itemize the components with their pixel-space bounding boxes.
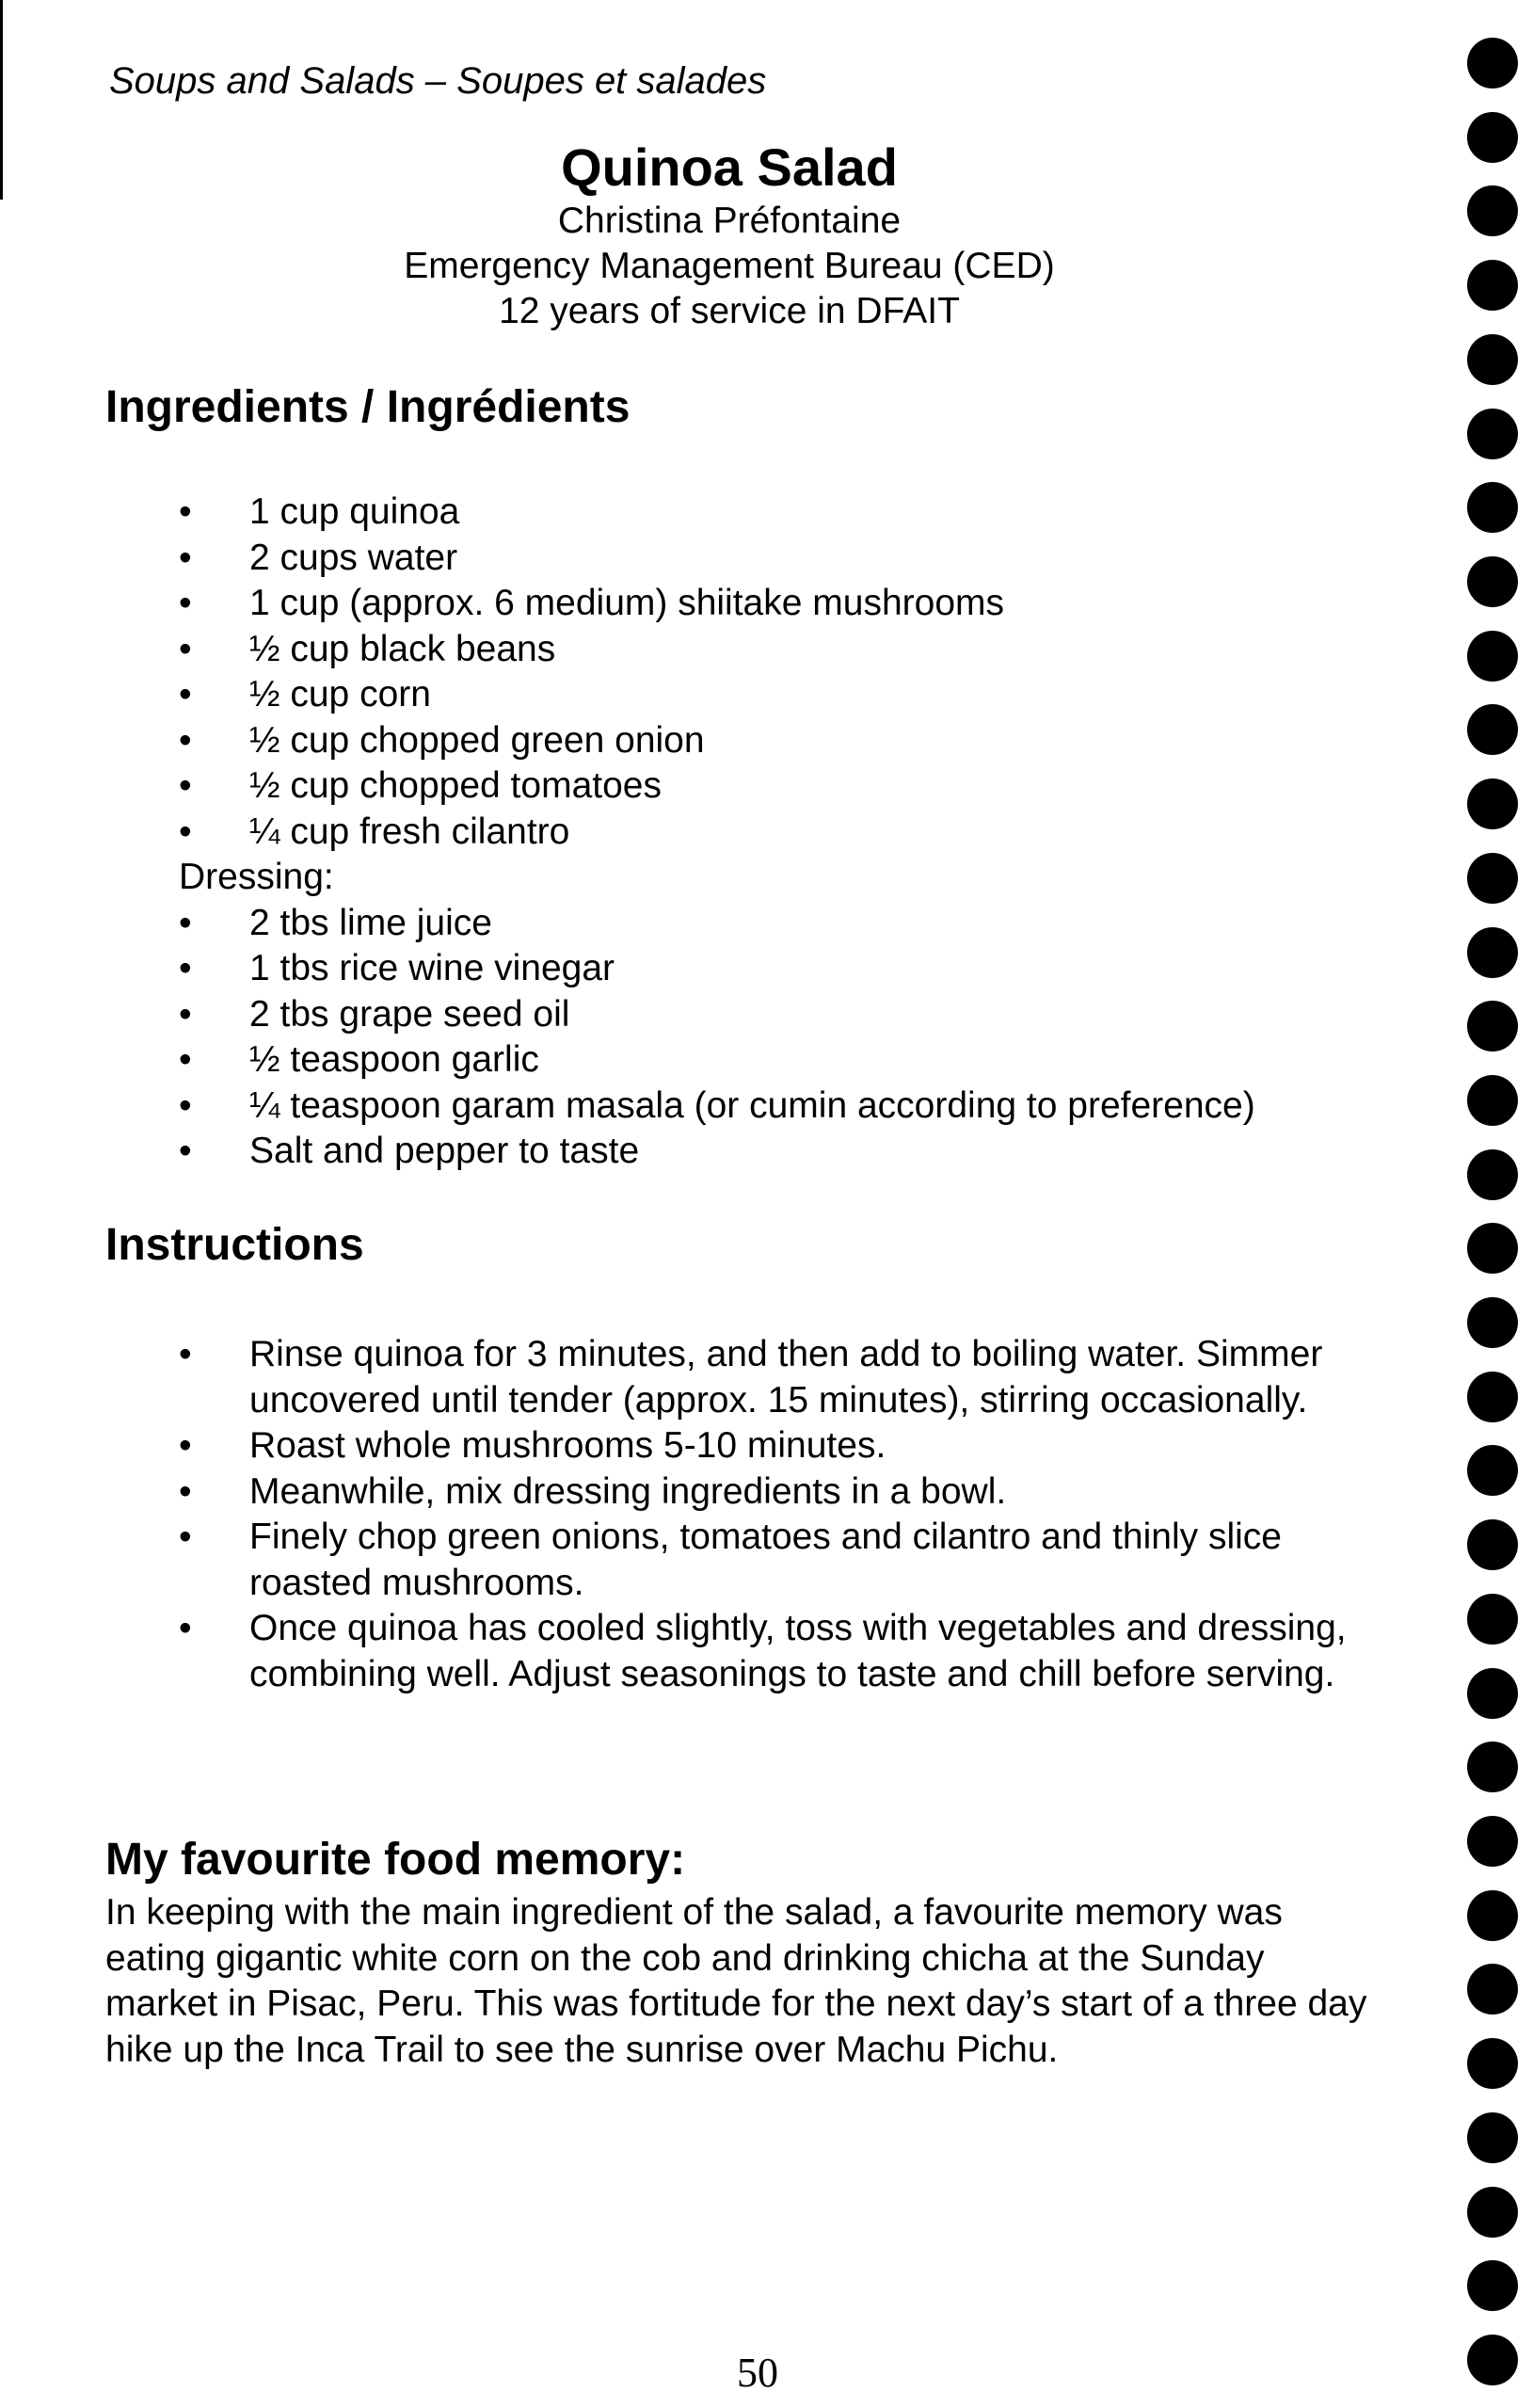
dressing-label: Dressing: xyxy=(179,857,334,897)
memory-heading: My favourite food memory: xyxy=(105,1835,686,1885)
ingredient-item: • ½ cup black beans xyxy=(179,627,1402,673)
dressing-item: • 2 tbs grape seed oil xyxy=(179,992,1402,1038)
binding-hole xyxy=(1467,260,1518,311)
author-name: Christina Préfontaine xyxy=(557,201,902,242)
dressing-item: • ¼ teaspoon garam masala (or cumin according to preference) xyxy=(179,1084,1402,1130)
binding-hole xyxy=(1467,1001,1518,1051)
binding-hole xyxy=(1467,779,1518,829)
binding-hole xyxy=(1467,853,1518,904)
page-number: 50 xyxy=(737,2350,778,2396)
instruction-list xyxy=(179,1332,1355,1697)
ingredient-item: • 1 cup quinoa xyxy=(179,490,1402,536)
binding-hole xyxy=(1467,1742,1518,1792)
section-header: Soups and Salads – Soupes et salades xyxy=(109,60,767,102)
ingredient-item: • ½ cup chopped tomatoes xyxy=(179,763,1402,810)
binding-hole xyxy=(1467,112,1518,163)
binding-hole xyxy=(1467,409,1518,459)
ingredients-section xyxy=(179,490,1402,1175)
instruction-step: • Roast whole mushrooms 5-10 minutes. xyxy=(179,1423,1355,1469)
binding-hole xyxy=(1467,334,1518,385)
spiral-binding xyxy=(1467,38,1520,2382)
binding-hole xyxy=(1467,704,1518,755)
author-service: 12 years of service in DFAIT xyxy=(499,291,960,332)
instructions-section xyxy=(179,1332,1355,1697)
dressing-list xyxy=(179,901,1402,1175)
ingredient-item: • 1 cup (approx. 6 medium) shiitake mushrooms xyxy=(179,581,1402,627)
binding-hole xyxy=(1467,1149,1518,1200)
ingredient-item: • ¼ cup fresh cilantro xyxy=(179,810,1402,856)
binding-hole xyxy=(1467,1890,1518,1941)
binding-hole xyxy=(1467,631,1518,682)
ingredient-item: • ½ cup chopped green onion xyxy=(179,718,1402,764)
binding-hole xyxy=(1467,2112,1518,2163)
binding-hole xyxy=(1467,1594,1518,1645)
binding-hole xyxy=(1467,2335,1518,2385)
binding-hole xyxy=(1467,927,1518,978)
ingredient-item: • 2 cups water xyxy=(179,536,1402,582)
binding-hole xyxy=(1467,1075,1518,1126)
instruction-step: • Meanwhile, mix dressing ingredients in a bowl. xyxy=(179,1469,1355,1516)
page-edge-line xyxy=(0,0,3,200)
instruction-step: • Finely chop green onions, tomatoes and cilantro and thinly slice roasted mushrooms. xyxy=(179,1515,1355,1606)
binding-hole xyxy=(1467,185,1518,236)
instructions-heading: Instructions xyxy=(105,1220,364,1270)
binding-hole xyxy=(1467,2260,1518,2311)
binding-hole xyxy=(1467,1223,1518,1274)
binding-hole xyxy=(1467,1445,1518,1496)
instruction-step: • Once quinoa has cooled slightly, toss with vegetables and dressing, combining well. Adjust seasonings to taste and chill before serving. xyxy=(179,1606,1355,1697)
binding-hole xyxy=(1467,1372,1518,1422)
binding-hole xyxy=(1467,2187,1518,2238)
binding-hole xyxy=(1467,482,1518,533)
ingredient-item: • ½ cup corn xyxy=(179,672,1402,718)
recipe-title: Quinoa Salad xyxy=(561,137,898,197)
memory-text: In keeping with the main ingredient of the salad, a favourite memory was eating gigantic white corn on the cob and drinking chicha at the Sunday market in Pisac, Peru. This was fortitude for the next day’s start of a three day hike up the Inca Trail to see the sunrise over Machu Pichu. xyxy=(105,1892,1367,2070)
dressing-item: • 2 tbs lime juice xyxy=(179,901,1402,947)
binding-hole xyxy=(1467,2038,1518,2089)
recipe-title-block xyxy=(141,136,1317,334)
author-department: Emergency Management Bureau (CED) xyxy=(404,246,1055,287)
dressing-item: • ½ teaspoon garlic xyxy=(179,1037,1402,1084)
instruction-step: • Rinse quinoa for 3 minutes, and then add to boiling water. Simmer uncovered until tender (approx. 15 minutes), stirring occasionally. xyxy=(179,1332,1355,1423)
dressing-item: • Salt and pepper to taste xyxy=(179,1129,1402,1175)
ingredient-list xyxy=(179,490,1402,855)
ingredients-heading: Ingredients / Ingrédients xyxy=(105,382,631,432)
binding-hole xyxy=(1467,1964,1518,2015)
binding-hole xyxy=(1467,1519,1518,1570)
binding-hole xyxy=(1467,1816,1518,1867)
binding-hole xyxy=(1467,38,1518,88)
binding-hole xyxy=(1467,556,1518,607)
dressing-item: • 1 tbs rice wine vinegar xyxy=(179,946,1402,992)
binding-hole xyxy=(1467,1297,1518,1348)
binding-hole xyxy=(1467,1668,1518,1719)
